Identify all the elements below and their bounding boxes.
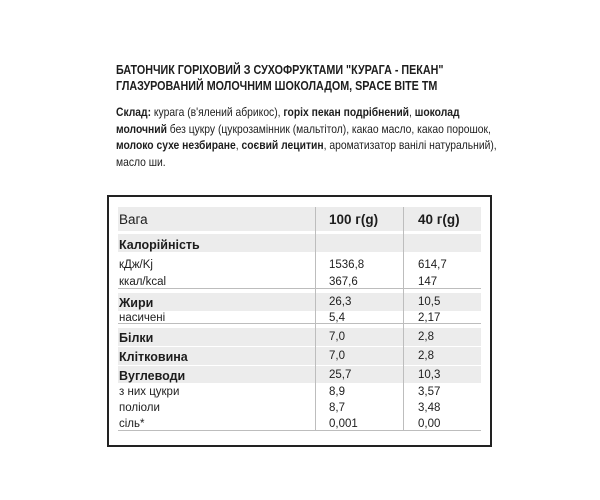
ingredient-text: , xyxy=(235,138,242,152)
ingredient-text: , xyxy=(409,105,415,119)
value-per-40g: 614,7 xyxy=(418,259,447,271)
value-per-40g: 10,3 xyxy=(418,369,441,381)
nutrient-label: Калорійність xyxy=(119,238,200,252)
ingredient-highlight: горіх пекан подрібнений xyxy=(283,105,410,119)
value-per-40g: 2,8 xyxy=(418,350,434,362)
ingredient-text: , ароматизатор ванілі натуральний), масло ши. xyxy=(116,138,497,169)
value-per-40g: 10,5 xyxy=(418,296,441,308)
nutrient-label: Вуглеводи xyxy=(119,369,186,383)
value-per-100g: 5,4 xyxy=(329,312,345,324)
column-divider-1 xyxy=(315,207,316,431)
value-per-100g: 26,3 xyxy=(329,296,352,308)
product-title xyxy=(116,62,503,94)
nutrient-label: кДж/Kj xyxy=(119,259,153,271)
product-title-line-2: ГЛАЗУРОВАНИЙ МОЛОЧНИМ ШОКОЛАДОМ, SPACE BITE TM xyxy=(116,79,438,93)
nutrient-label: з них цукри xyxy=(119,386,180,398)
value-per-40g: 147 xyxy=(418,276,438,288)
value-per-40g: 3,48 xyxy=(418,402,441,414)
value-per-40g: 0,00 xyxy=(418,418,441,430)
row-divider xyxy=(118,430,481,431)
ingredient-highlight: шоколад молочний xyxy=(116,105,460,136)
nutrient-label: Клітковина xyxy=(119,350,188,364)
nutrient-label: Жири xyxy=(119,296,154,310)
ingredient-highlight: молоко сухе незбиране xyxy=(116,138,236,152)
value-per-100g: 25,7 xyxy=(329,369,352,381)
nutrient-label: сіль* xyxy=(119,418,145,430)
value-per-40g: 2,8 xyxy=(418,331,434,343)
nutrient-label: поліоли xyxy=(119,402,160,414)
header-per-40g: 40 г(g) xyxy=(418,212,460,227)
row-divider xyxy=(118,288,481,289)
nutrient-label: насичені xyxy=(119,312,166,324)
ingredient-text: без цукру (цукрозамінник (мальтітол), какао масло, какао порошок, xyxy=(166,121,491,136)
value-per-100g: 7,0 xyxy=(329,331,345,343)
column-divider-2 xyxy=(403,207,404,431)
ingredients-list xyxy=(116,105,497,169)
value-per-100g: 1536,8 xyxy=(329,259,365,271)
ingredient-highlight: соєвий лецитин xyxy=(241,138,324,152)
ingredients-label: Склад: xyxy=(116,105,152,119)
nutrient-label: ккал/kcal xyxy=(119,276,167,288)
product-title-line-1: БАТОНЧИК ГОРІХОВИЙ З СУХОФРУКТАМИ "КУРАГА - ПЕКАН" xyxy=(116,63,444,77)
header-per-100g: 100 г(g) xyxy=(329,212,379,227)
value-per-100g: 8,9 xyxy=(329,386,345,398)
value-per-40g: 2,17 xyxy=(418,312,441,324)
value-per-100g: 8,7 xyxy=(329,402,345,414)
value-per-100g: 0,001 xyxy=(329,418,358,430)
nutrition-table xyxy=(107,195,492,447)
value-per-100g: 367,6 xyxy=(329,276,358,288)
nutrient-label: Білки xyxy=(119,331,154,345)
value-per-40g: 3,57 xyxy=(418,386,441,398)
ingredients-text xyxy=(116,104,503,170)
header-weight-label: Вага xyxy=(119,212,148,227)
value-per-100g: 7,0 xyxy=(329,350,345,362)
ingredient-text: курага (в'ялений абрикос), xyxy=(151,105,284,119)
